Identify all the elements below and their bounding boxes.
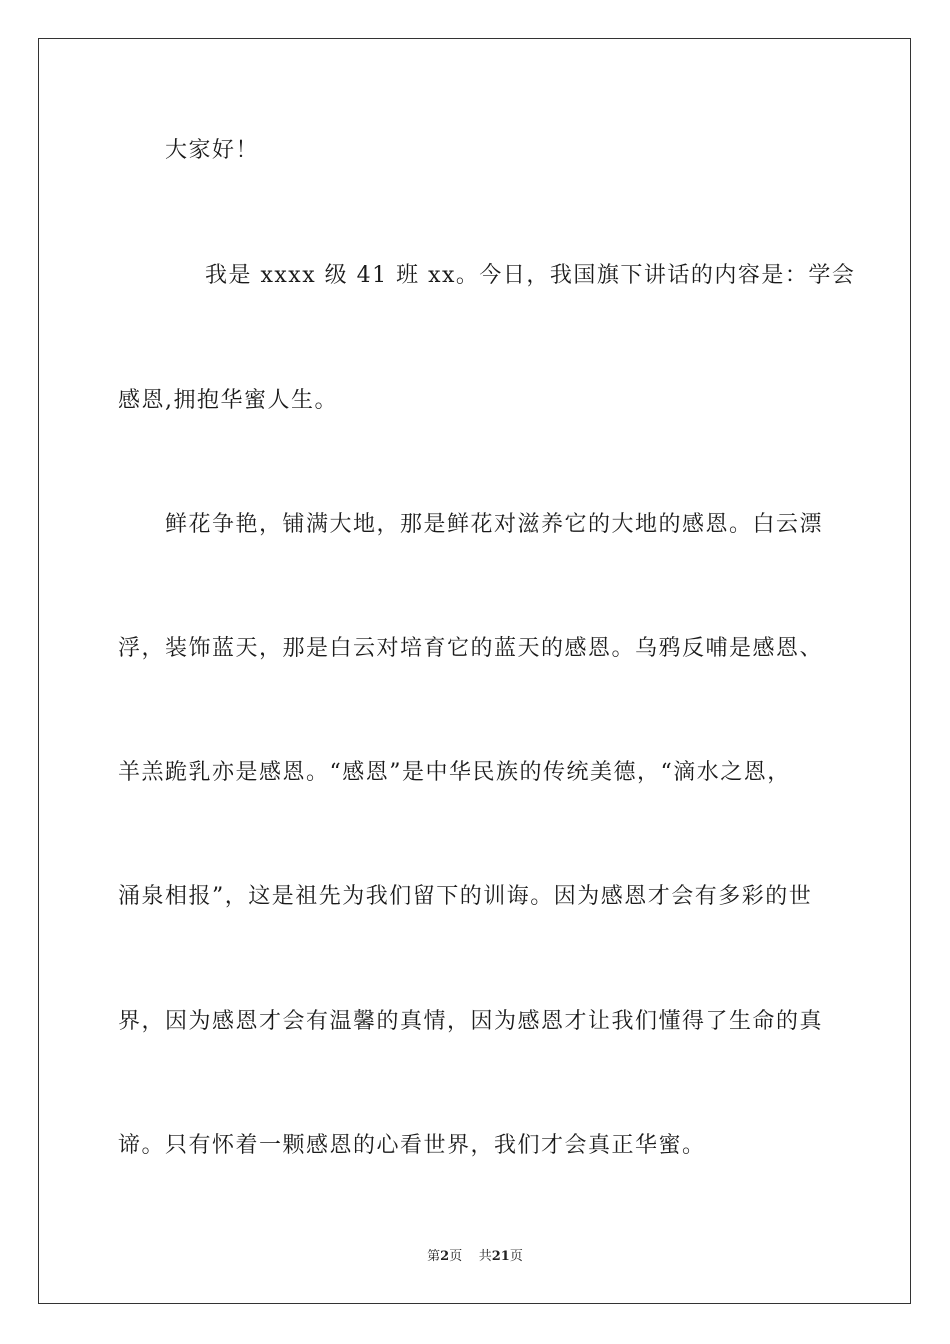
page-suffix: 页 <box>449 1249 463 1264</box>
page-footer <box>0 1248 950 1266</box>
paragraph-line: 我是 xxxx 级 41 班 xx。今日，我国旗下讲话的内容是：学会 <box>205 263 856 288</box>
total-prefix: 共 <box>478 1249 492 1264</box>
page-frame <box>38 38 911 1304</box>
paragraph-line: 羊羔跪乳亦是感恩。“感恩”是中华民族的传统美德，“滴水之恩， <box>118 760 791 785</box>
paragraph-line: 感恩,拥抱华蜜人生。 <box>118 388 338 413</box>
paragraph-line: 浮，装饰蓝天，那是白云对培育它的蓝天的感恩。乌鸦反哺是感恩、 <box>118 636 824 661</box>
total-suffix: 页 <box>509 1249 523 1264</box>
paragraph-line: 界，因为感恩才会有温馨的真情，因为感恩才让我们懂得了生命的真 <box>118 1009 824 1034</box>
paragraph-line: 谛。只有怀着一颗感恩的心看世界，我们才会真正华蜜。 <box>118 1133 706 1158</box>
paragraph-line: 涌泉相报”，这是祖先为我们留下的训诲。因为感恩才会有多彩的世 <box>118 884 813 909</box>
page-number: 2 <box>440 1249 450 1264</box>
paragraph-line: 鲜花争艳，铺满大地，那是鲜花对滋养它的大地的感恩。白云漂 <box>165 512 824 537</box>
page-prefix: 第 <box>427 1249 441 1264</box>
total-pages: 21 <box>491 1249 510 1264</box>
greeting-line: 大家好！ <box>165 138 260 163</box>
